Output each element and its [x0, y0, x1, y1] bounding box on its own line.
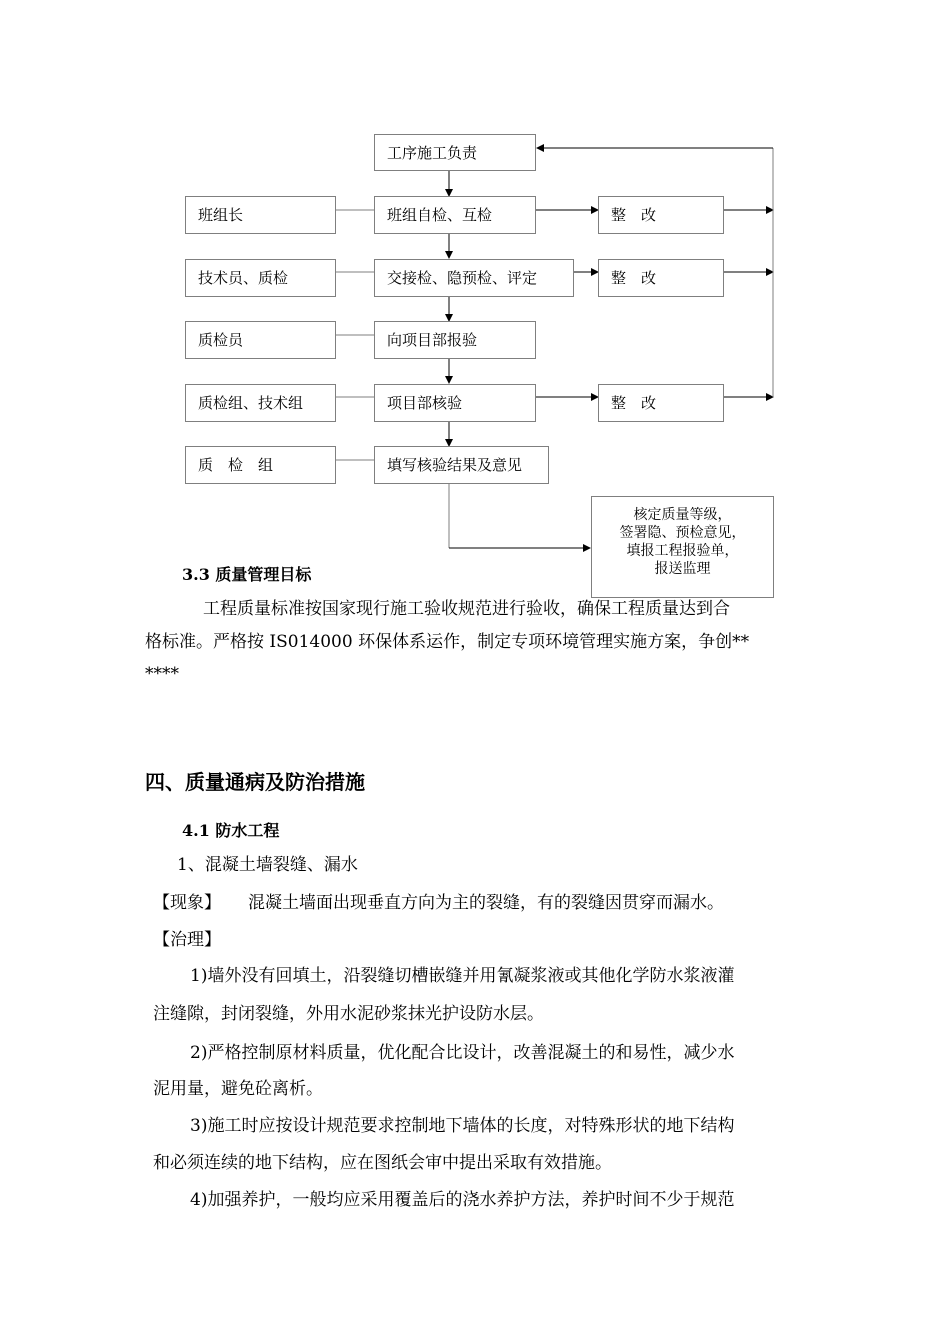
flow-step-self-check: 班组自检、互检 [374, 196, 536, 234]
flow-step-handover-check: 交接检、隐预检、评定 [374, 259, 574, 297]
paragraph-line: 注缝隙，封闭裂缝，外用水泥砂浆抹光护设防水层。 [153, 1004, 544, 1024]
flow-rectify-1: 整 改 [598, 196, 724, 234]
paragraph-line: 和必须连续的地下结构，应在图纸会审中提出采取有效措施。 [153, 1153, 612, 1173]
treatment-label: 【治理】 [153, 930, 221, 950]
section-4-1-heading: 4.1 防水工程 [182, 821, 280, 840]
flow-step-project-verify: 项目部核验 [374, 384, 536, 422]
paragraph-line: 格标准。严格按 IS014000 环保体系运作，制定专项环境管理实施方案，争创** [145, 632, 750, 652]
flow-role-qc-tech-group: 质检组、技术组 [185, 384, 336, 422]
paragraph-line: 2)严格控制原材料质量，优化配合比设计，改善混凝土的和易性，减少水 [190, 1043, 735, 1063]
flow-step-construction-lead: 工序施工负责 [374, 134, 536, 171]
flow-final-box [591, 496, 774, 598]
section-4-heading: 四、质量通病及防治措施 [145, 770, 365, 794]
flow-rectify-3: 整 改 [598, 384, 724, 422]
paragraph-line: 泥用量，避免砼离析。 [153, 1079, 323, 1099]
flow-role-qc-group: 质 检 组 [185, 446, 336, 484]
phenomenon-text: 混凝土墙面出现垂直方向为主的裂缝，有的裂缝因贯穿而漏水。 [248, 893, 724, 913]
paragraph-line: 3)施工时应按设计规范要求控制地下墙体的长度，对特殊形状的地下结构 [190, 1116, 735, 1136]
phenomenon-label: 【现象】 [153, 893, 221, 913]
flow-role-inspector: 质检员 [185, 321, 336, 359]
flow-role-team-leader: 班组长 [185, 196, 336, 234]
flow-final-line: 签署隐、预检意见， [619, 525, 746, 541]
flow-step-fill-results: 填写核验结果及意见 [374, 446, 549, 484]
paragraph-line: 工程质量标准按国家现行施工验收规范进行验收，确保工程质量达到合 [203, 599, 730, 619]
flow-final-line: 报送监理 [654, 561, 711, 577]
flow-final-line: 核定质量等级， [633, 507, 732, 523]
paragraph-line: **** [145, 664, 179, 684]
paragraph-line: 4)加强养护，一般均应采用覆盖后的浇水养护方法，养护时间不少于规范 [190, 1190, 735, 1210]
section-3-3-heading: 3.3 质量管理目标 [182, 565, 312, 584]
flow-role-technician: 技术员、质检 [185, 259, 336, 297]
flow-rectify-2: 整 改 [598, 259, 724, 297]
item-title: 1、混凝土墙裂缝、漏水 [177, 855, 358, 875]
flowchart-connectors [0, 0, 950, 600]
paragraph-line: 1)墙外没有回填土，沿裂缝切槽嵌缝并用氰凝浆液或其他化学防水浆液灌 [190, 966, 735, 986]
flow-final-line: 填报工程报验单， [626, 543, 739, 559]
flow-step-report-project: 向项目部报验 [374, 321, 536, 359]
